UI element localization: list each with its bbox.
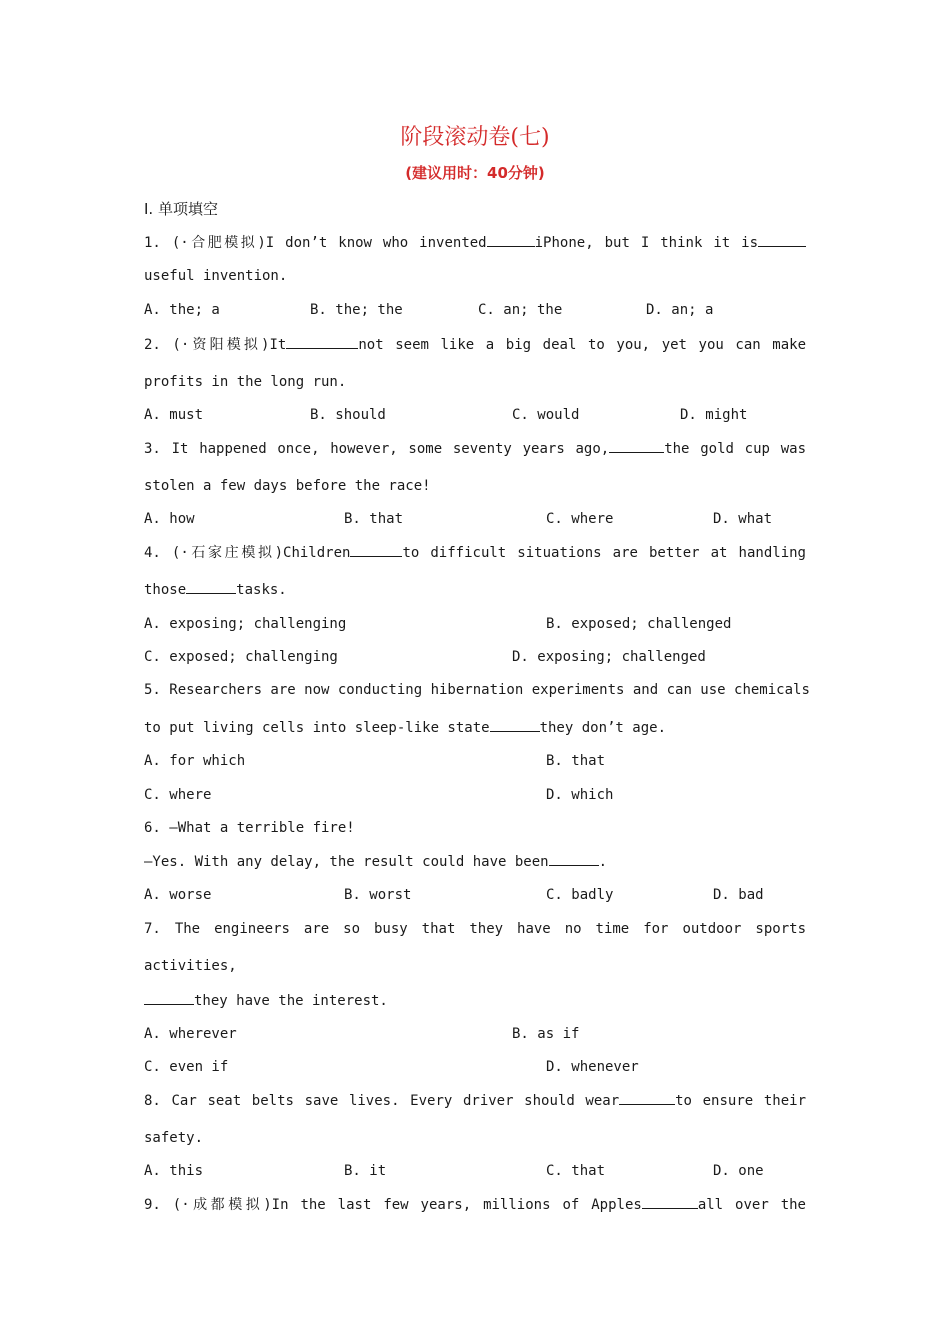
question-4-line-1: 4. (·石家庄模拟)Children to difficult situations are better at handling (144, 542, 806, 563)
question-6-line-1: 6. —What a terrible fire! (144, 820, 355, 836)
question-8-line-1: 8. Car seat belts save lives. Every driver should wear to ensure their (144, 1090, 806, 1111)
section-heading: Ⅰ. 单项填空 (144, 200, 218, 218)
question-6-line-2: —Yes. With any delay, the result could have been . (144, 851, 806, 872)
answer-blank (186, 579, 236, 594)
question-6-option-c: C. badly (546, 887, 614, 903)
question-8-option-b: B. it (344, 1163, 387, 1179)
question-4-option-a: A. exposing; challenging (144, 616, 347, 632)
question-2-line-1: 2. (·资阳模拟)It not seem like a big deal to you, yet you can make (144, 334, 806, 355)
question-7-option-b: B. as if (512, 1026, 580, 1042)
question-5-option-a: A. for which (144, 753, 246, 769)
question-2-option-b: B. should (310, 407, 386, 423)
question-2-option-c: C. would (512, 407, 580, 423)
question-3-option-d: D. what (713, 511, 773, 527)
question-2-option-a: A. must (144, 407, 204, 423)
question-8-option-a: A. this (144, 1163, 204, 1179)
answer-blank (758, 232, 806, 247)
page-subtitle: (建议用时：40分钟) (405, 164, 545, 182)
answer-blank (619, 1090, 675, 1105)
question-1-option-c: C. an; the (478, 302, 563, 318)
question-3-line-1: 3. It happened once, however, some seventy years ago, the gold cup was (144, 438, 806, 459)
question-4-option-b: B. exposed; challenged (546, 616, 732, 632)
question-1-line-2: useful invention. (144, 268, 288, 284)
question-7-line-3: they have the interest. (144, 990, 806, 1011)
question-6-option-d: D. bad (713, 887, 764, 903)
answer-blank (642, 1194, 698, 1209)
question-6-option-a: A. worse (144, 887, 212, 903)
page-title: 阶段滚动卷(七) (400, 125, 550, 150)
question-3-option-b: B. that (344, 511, 404, 527)
question-3-line-2: stolen a few days before the race! (144, 478, 431, 494)
question-9-line-1: 9. (·成都模拟)In the last few years, millions of Apples all over the (144, 1194, 806, 1215)
answer-blank (609, 438, 664, 453)
question-8-line-2: safety. (144, 1130, 204, 1146)
question-2-line-2: profits in the long run. (144, 374, 347, 390)
question-8-option-d: D. one (713, 1163, 764, 1179)
question-5-line-1: 5. Researchers are now conducting hibernation experiments and can use chemicals (144, 682, 810, 698)
question-7-option-c: C. even if (144, 1059, 229, 1075)
question-7-option-d: D. whenever (546, 1059, 639, 1075)
question-1-line-1: 1. (·合肥模拟)I don’t know who invented iPhone, but I think it is (144, 232, 806, 253)
question-4-option-d: D. exposing; challenged (512, 649, 706, 665)
question-4-line-2: those tasks. (144, 579, 806, 600)
question-5-option-c: C. where (144, 787, 212, 803)
question-1-option-d: D. an; a (646, 302, 714, 318)
answer-blank (487, 232, 535, 247)
question-1-option-b: B. the; the (310, 302, 403, 318)
answer-blank (286, 334, 358, 349)
question-5-line-2: to put living cells into sleep-like state they don’t age. (144, 717, 806, 738)
answer-blank (144, 990, 194, 1005)
question-6-option-b: B. worst (344, 887, 412, 903)
answer-blank (350, 542, 402, 557)
answer-blank (490, 717, 540, 732)
question-8-option-c: C. that (546, 1163, 606, 1179)
question-4-option-c: C. exposed; challenging (144, 649, 338, 665)
question-2-option-d: D. might (680, 407, 748, 423)
question-3-option-a: A. how (144, 511, 195, 527)
answer-blank (549, 851, 599, 866)
question-3-option-c: C. where (546, 511, 614, 527)
question-5-option-d: D. which (546, 787, 614, 803)
question-5-option-b: B. that (546, 753, 606, 769)
question-7-line-1: 7. The engineers are so busy that they have no time for outdoor sports (144, 921, 806, 937)
question-1-option-a: A. the; a (144, 302, 220, 318)
question-7-option-a: A. wherever (144, 1026, 237, 1042)
question-7-line-2: activities, (144, 958, 237, 974)
